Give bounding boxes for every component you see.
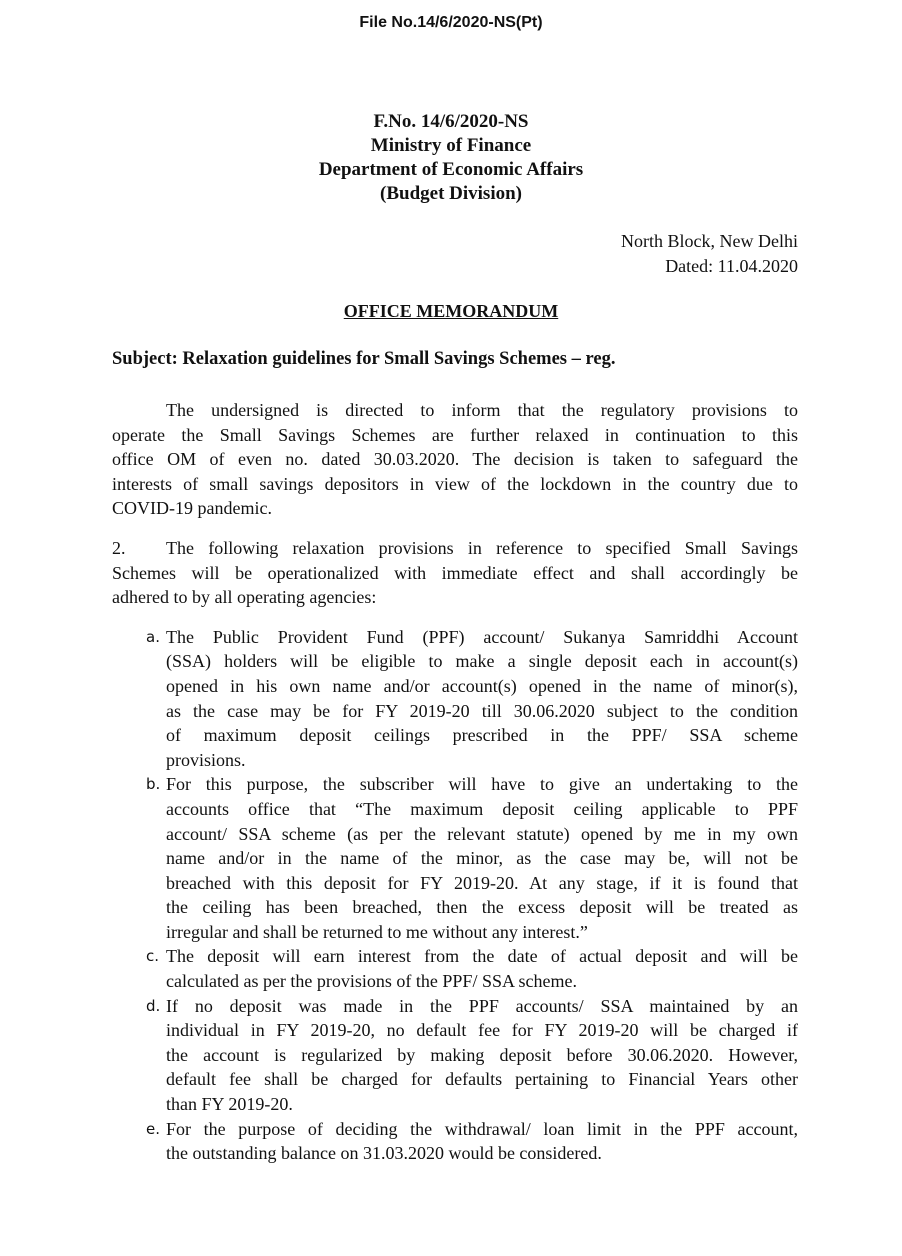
paragraph-2 [112,536,798,610]
text-line: provisions. [166,749,246,770]
text-line: office OM of even no. dated 30.03.2020. The decision is taken to safeguard the [112,449,798,470]
text-line: accounts office that “The maximum deposit ceiling applicable to PPF [166,798,798,819]
subject: Subject: Relaxation guidelines for Small Savings Schemes – reg. [112,349,616,369]
list-item [146,625,798,773]
list-item-letter: c. [146,947,160,966]
text-line: (SSA) holders will be eligible to make a single deposit each in account(s) [166,651,798,672]
text-line: than FY 2019-20. [166,1094,293,1115]
text-line: The following relaxation provisions in reference to specified Small Savings [166,537,798,558]
place: North Block, New Delhi [621,231,798,251]
text-line: default fee shall be charged for defaults pertaining to Financial Years other [166,1069,798,1090]
list-item [146,772,798,944]
text-line: operate the Small Savings Schemes are further relaxed in continuation to this [112,424,798,445]
text-line: irregular and shall be returned to me without any interest.” [166,921,588,942]
memo-body [112,398,798,1166]
text-line: For this purpose, the subscriber will have to give an undertaking to the [166,774,798,795]
department: Department of Economic Affairs [318,159,584,180]
text-line: account/ SSA scheme (as per the relevant statute) opened by me in my own [166,823,798,844]
list-item [146,944,798,993]
paragraph-1 [112,398,798,521]
text-line: breached with this deposit for FY 2019-20. At any stage, if it is found that [166,872,798,893]
text-line: individual in FY 2019-20, no default fee for FY 2019-20 will be charged if [166,1020,798,1041]
relaxation-list [112,625,798,1166]
text-line: adhered to by all operating agencies: [112,587,377,608]
letterhead [0,110,902,206]
text-line: the ceiling has been breached, then the excess deposit will be treated as [166,897,798,918]
paragraph-number: 2. [112,537,126,558]
text-line: If no deposit was made in the PPF accounts/ SSA maintained by an [166,995,798,1016]
f-no: F.No. 14/6/2020-NS [373,111,529,132]
text-line: The undersigned is directed to inform that the regulatory provisions to [166,400,798,420]
list-item-letter: e. [146,1119,160,1138]
text-line: Schemes will be operationalized with immediate effect and shall accordingly be [112,562,798,583]
list-item [146,994,798,1117]
file-number: File No.14/6/2020-NS(Pt) [359,14,543,31]
list-item [146,1117,798,1166]
division: (Budget Division) [380,183,522,204]
ministry: Ministry of Finance [370,135,532,156]
paragraph-2-text [112,536,798,610]
text-line: the outstanding balance on 31.03.2020 would be considered. [166,1143,602,1164]
text-line: COVID-19 pandemic. [112,498,272,519]
text-line: For the purpose of deciding the withdrawal/ loan limit in the PPF account, [166,1118,798,1139]
text-line: calculated as per the provisions of the PPF/ SSA scheme. [166,971,577,992]
text-line: the account is regularized by making deposit before 30.06.2020. However, [166,1044,798,1065]
list-item-letter: b. [146,775,161,794]
list-item-letter: d. [146,996,161,1015]
date: Dated: 11.04.2020 [665,256,798,276]
text-line: The Public Provident Fund (PPF) account/ Sukanya Samriddhi Account [166,626,798,647]
text-line: as the case may be for FY 2019-20 till 30.06.2020 subject to the condition [166,700,798,721]
memo-title: OFFICE MEMORANDUM [343,301,559,321]
list-item-letter: a. [146,627,160,646]
text-line: The deposit will earn interest from the date of actual deposit and will be [166,946,798,967]
text-line: of maximum deposit ceilings prescribed in the PPF/ SSA scheme [166,725,798,746]
text-line: opened in his own name and/or account(s) opened in the name of minor(s), [166,675,798,696]
text-line: name and/or in the name of the minor, as the case may be, will not be [166,848,798,869]
place-date [621,229,798,279]
text-line: interests of small savings depositors in view of the lockdown in the country due to [112,473,798,494]
